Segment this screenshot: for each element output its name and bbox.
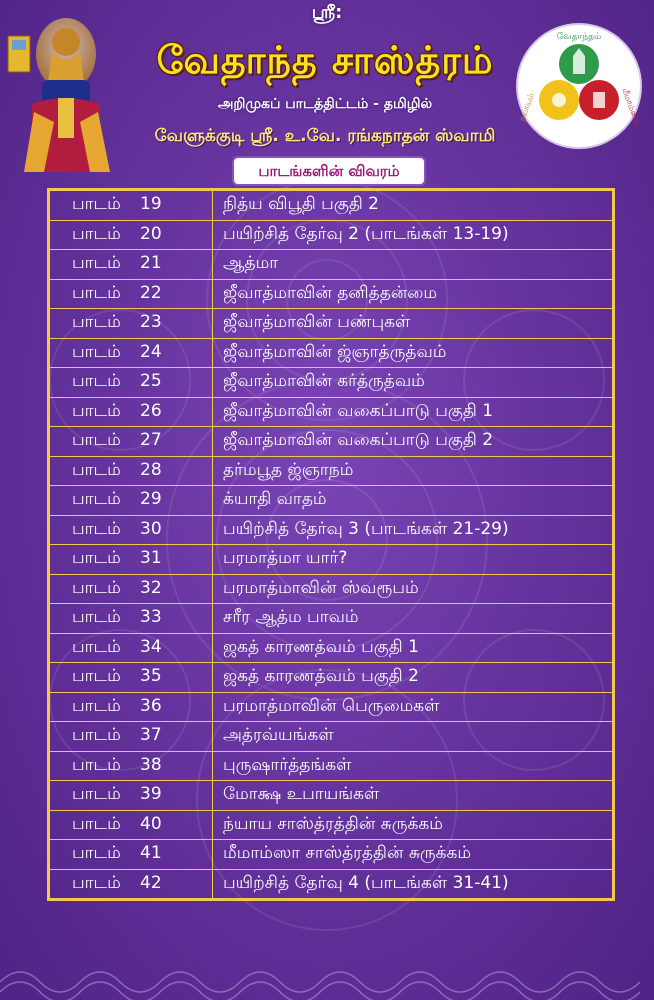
lesson-title: அத்ரவ்யங்கள் <box>213 722 613 752</box>
lesson-title: பயிற்சித் தேர்வு 4 (பாடங்கள் 31-41) <box>213 869 613 899</box>
sri-invocation: ஸ்ரீ: <box>311 2 343 23</box>
lesson-label: பாடம் <box>72 223 121 244</box>
lesson-table-body <box>50 191 613 899</box>
lesson-row <box>50 781 613 811</box>
lesson-title: க்யாதி வாதம் <box>213 486 613 516</box>
logo-top-text: வேதாந்தம் <box>556 32 602 42</box>
lesson-number: 39 <box>140 784 162 805</box>
lesson-number-cell <box>50 663 213 693</box>
lesson-title: ஜகத் காரணத்வம் பகுதி 1 <box>213 633 613 663</box>
lesson-title: பரமாத்மாவின் பெருமைகள் <box>213 692 613 722</box>
lesson-number: 41 <box>140 843 162 864</box>
lesson-title: நித்ய விபூதி பகுதி 2 <box>213 191 613 221</box>
lesson-number-cell <box>50 810 213 840</box>
lesson-title: ந்யாய சாஸ்த்ரத்தின் சுருக்கம் <box>213 810 613 840</box>
lesson-details-badge: பாடங்களின் விவரம் <box>232 156 426 186</box>
lesson-number-cell <box>50 751 213 781</box>
lesson-number-cell <box>50 722 213 752</box>
lesson-number: 21 <box>140 253 162 274</box>
lesson-number: 35 <box>140 666 162 687</box>
lesson-label: பாடம் <box>72 872 121 893</box>
lesson-row <box>50 869 613 899</box>
lesson-label: பாடம் <box>72 577 121 598</box>
lesson-label: பாடம் <box>72 843 121 864</box>
lesson-number-cell <box>50 427 213 457</box>
lesson-label: பாடம் <box>72 312 121 333</box>
lesson-title: பரமாத்மாவின் ஸ்வரூபம் <box>213 574 613 604</box>
lesson-number-cell <box>50 338 213 368</box>
lesson-row <box>50 515 613 545</box>
decorative-bottom-border <box>0 952 654 1000</box>
lesson-row <box>50 220 613 250</box>
lesson-number-cell <box>50 397 213 427</box>
lesson-label: பாடம் <box>72 489 121 510</box>
lesson-number: 24 <box>140 341 162 362</box>
lesson-label: பாடம் <box>72 430 121 451</box>
lesson-number-cell <box>50 869 213 899</box>
lesson-number-cell <box>50 781 213 811</box>
lesson-number: 38 <box>140 754 162 775</box>
lesson-row <box>50 840 613 870</box>
lesson-title: ஆத்மா <box>213 250 613 280</box>
lesson-number: 37 <box>140 725 162 746</box>
lesson-number: 28 <box>140 459 162 480</box>
lesson-number: 40 <box>140 813 162 834</box>
lesson-label: பாடம் <box>72 400 121 421</box>
lesson-number: 26 <box>140 400 162 421</box>
lesson-number: 31 <box>140 548 162 569</box>
deity-image <box>4 12 122 172</box>
author-name: வேளுக்குடி ஸ்ரீ. உ.வே. ரங்கநாதன் ஸ்வாமி <box>154 126 496 146</box>
lesson-row <box>50 250 613 280</box>
lesson-label: பாடம் <box>72 813 121 834</box>
lesson-number: 42 <box>140 872 162 893</box>
lesson-table <box>47 188 615 901</box>
lesson-title: ஜீவாத்மாவின் வகைப்பாடு பகுதி 2 <box>213 427 613 457</box>
lesson-title: தர்மபூத ஜ்ஞாநம் <box>213 456 613 486</box>
lesson-number-cell <box>50 692 213 722</box>
lesson-label: பாடம் <box>72 253 121 274</box>
lesson-number: 19 <box>140 194 162 215</box>
lesson-number: 23 <box>140 312 162 333</box>
lesson-row <box>50 427 613 457</box>
lesson-label: பாடம் <box>72 725 121 746</box>
lesson-label: பாடம் <box>72 636 121 657</box>
lesson-title: பயிற்சித் தேர்வு 3 (பாடங்கள் 21-29) <box>213 515 613 545</box>
lesson-number-cell <box>50 633 213 663</box>
lesson-title: பயிற்சித் தேர்வு 2 (பாடங்கள் 13-19) <box>213 220 613 250</box>
lesson-number-cell <box>50 574 213 604</box>
lesson-number: 32 <box>140 577 162 598</box>
logo-left-text: ந்யாயம் <box>517 91 536 123</box>
lesson-row <box>50 456 613 486</box>
lesson-number: 29 <box>140 489 162 510</box>
lesson-row <box>50 397 613 427</box>
lesson-title: ஜீவாத்மாவின் பண்புகள் <box>213 309 613 339</box>
lesson-title: மோக்ஷ உபாயங்கள் <box>213 781 613 811</box>
lesson-row <box>50 692 613 722</box>
course-subtitle: அறிமுகப் பாடத்திட்டம் - தமிழில் <box>217 96 433 112</box>
lesson-row <box>50 279 613 309</box>
lesson-title: ஜீவாத்மாவின் வகைப்பாடு பகுதி 1 <box>213 397 613 427</box>
lesson-title: ஜகத் காரணத்வம் பகுதி 2 <box>213 663 613 693</box>
lesson-number: 22 <box>140 282 162 303</box>
lesson-label: பாடம் <box>72 459 121 480</box>
lesson-row <box>50 574 613 604</box>
lesson-label: பாடம் <box>72 695 121 716</box>
lesson-title: ஜீவாத்மாவின் ஜ்ஞாத்ருத்வம் <box>213 338 613 368</box>
lesson-row <box>50 368 613 398</box>
lesson-number: 27 <box>140 430 162 451</box>
lesson-label: பாடம் <box>72 194 121 215</box>
lesson-number-cell <box>50 486 213 516</box>
lesson-number-cell <box>50 250 213 280</box>
lesson-title: மீமாம்ஸா சாஸ்த்ரத்தின் சுருக்கம் <box>213 840 613 870</box>
lesson-row <box>50 810 613 840</box>
lesson-label: பாடம் <box>72 371 121 392</box>
lesson-row <box>50 338 613 368</box>
lesson-label: பாடம் <box>72 341 121 362</box>
lesson-label: பாடம் <box>72 754 121 775</box>
lesson-number-cell <box>50 279 213 309</box>
lesson-number-cell <box>50 191 213 221</box>
lesson-label: பாடம் <box>72 518 121 539</box>
lesson-title: புருஷார்த்தங்கள் <box>213 751 613 781</box>
lesson-number-cell <box>50 456 213 486</box>
lesson-label: பாடம் <box>72 666 121 687</box>
lesson-row <box>50 309 613 339</box>
lesson-number-cell <box>50 604 213 634</box>
lesson-row <box>50 751 613 781</box>
lesson-row <box>50 722 613 752</box>
lesson-number-cell <box>50 840 213 870</box>
lesson-label: பாடம் <box>72 784 121 805</box>
lesson-title: பரமாத்மா யார்? <box>213 545 613 575</box>
lesson-row <box>50 604 613 634</box>
lesson-row <box>50 191 613 221</box>
lesson-title: சரீர ஆத்ம பாவம் <box>213 604 613 634</box>
lesson-number-cell <box>50 545 213 575</box>
lesson-row <box>50 545 613 575</box>
lesson-row <box>50 486 613 516</box>
lesson-number-cell <box>50 220 213 250</box>
lesson-number-cell <box>50 515 213 545</box>
lesson-title: ஜீவாத்மாவின் தனித்தன்மை <box>213 279 613 309</box>
logo-right-text: மீமாம்ஸை <box>620 86 643 128</box>
page-title: வேதாந்த சாஸ்த்ரம் <box>156 38 494 82</box>
lesson-number: 36 <box>140 695 162 716</box>
lesson-label: பாடம் <box>72 607 121 628</box>
lesson-title: ஜீவாத்மாவின் கர்த்ருத்வம் <box>213 368 613 398</box>
lesson-number: 25 <box>140 371 162 392</box>
lesson-number: 20 <box>140 223 162 244</box>
lesson-label: பாடம் <box>72 548 121 569</box>
lesson-number-cell <box>50 368 213 398</box>
lesson-number: 34 <box>140 636 162 657</box>
lesson-row <box>50 633 613 663</box>
lesson-label: பாடம் <box>72 282 121 303</box>
lesson-number-cell <box>50 309 213 339</box>
lesson-row <box>50 663 613 693</box>
lesson-number: 30 <box>140 518 162 539</box>
lesson-number: 33 <box>140 607 162 628</box>
